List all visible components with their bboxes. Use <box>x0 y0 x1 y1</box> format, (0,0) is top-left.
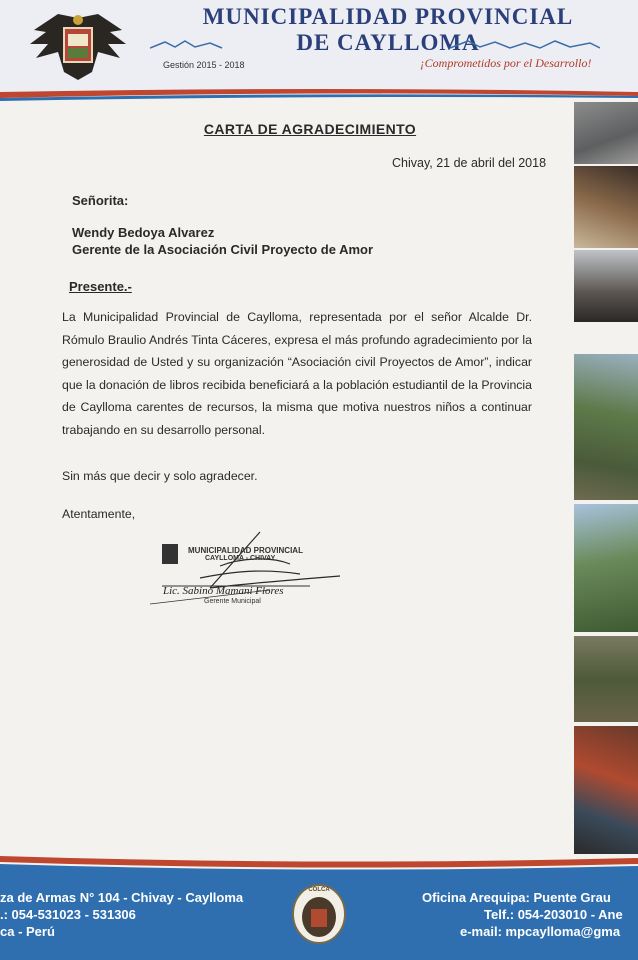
office-line-2: Telf.: 054-203010 - Ane <box>484 907 623 922</box>
footer-office <box>422 889 638 940</box>
closing-line: Sin más que decir y solo agradecer. <box>62 469 258 483</box>
recipient-name: Wendy Bedoya Alvarez <box>72 225 215 240</box>
address-line-1: za de Armas N° 104 - Chivay - Caylloma <box>0 890 244 905</box>
office-line-1: Oficina Arequipa: Puente Grau <box>422 890 611 905</box>
letter-paragraph: La Municipalidad Provincial de Caylloma, representada por el señor Alcalde Dr. Rómulo Braulio Andrés Tinta Cáceres, expresa el más profundo agradecimiento por la generosidad de Usted y su organización “Asociación civil Proyectos de Amor”, indicar que la donación de libros recibida beneficiará a la población estudiantil de la Provincia de Caylloma carentes de recursos, la misma que motiva nuestros niños a continuar trabajando en su desarrollo personal. <box>62 310 532 437</box>
recipient-role: Gerente de la Asociación Civil Proyecto de Amor <box>72 242 374 257</box>
seal-text: COLCA <box>308 887 330 893</box>
title-line-1: MUNICIPALIDAD PROVINCIAL <box>202 4 574 29</box>
office-email: e-mail: mpcaylloma@gma <box>460 924 621 939</box>
signatory-role: Gerente Municipal <box>204 598 261 605</box>
letter-title: CARTA DE AGRADECIMIENTO <box>203 121 417 137</box>
stamp-text-1: MUNICIPALIDAD PROVINCIAL <box>188 546 303 555</box>
slogan: ¡Comprometidos por el Desarrollo! <box>420 56 592 70</box>
footer-address <box>0 889 243 940</box>
letter-date: Chivay, 21 de abril del 2018 <box>392 156 547 170</box>
salutation: Señorita: <box>72 193 129 208</box>
signoff: Atentamente, <box>62 507 136 521</box>
stamp-text-2: CAYLLOMA - CHIVAY <box>205 555 276 562</box>
gestion-period: Gestión 2015 - 2018 <box>163 60 245 70</box>
address-line-3: ca - Perú <box>0 924 55 939</box>
signatory-name: Lic. Sabino Mamani Flores <box>163 585 284 597</box>
presente-heading: Presente.- <box>69 279 132 294</box>
address-line-2: .: 054-531023 - 531306 <box>0 907 136 922</box>
title-line-2: DE CAYLLOMA <box>296 30 480 55</box>
